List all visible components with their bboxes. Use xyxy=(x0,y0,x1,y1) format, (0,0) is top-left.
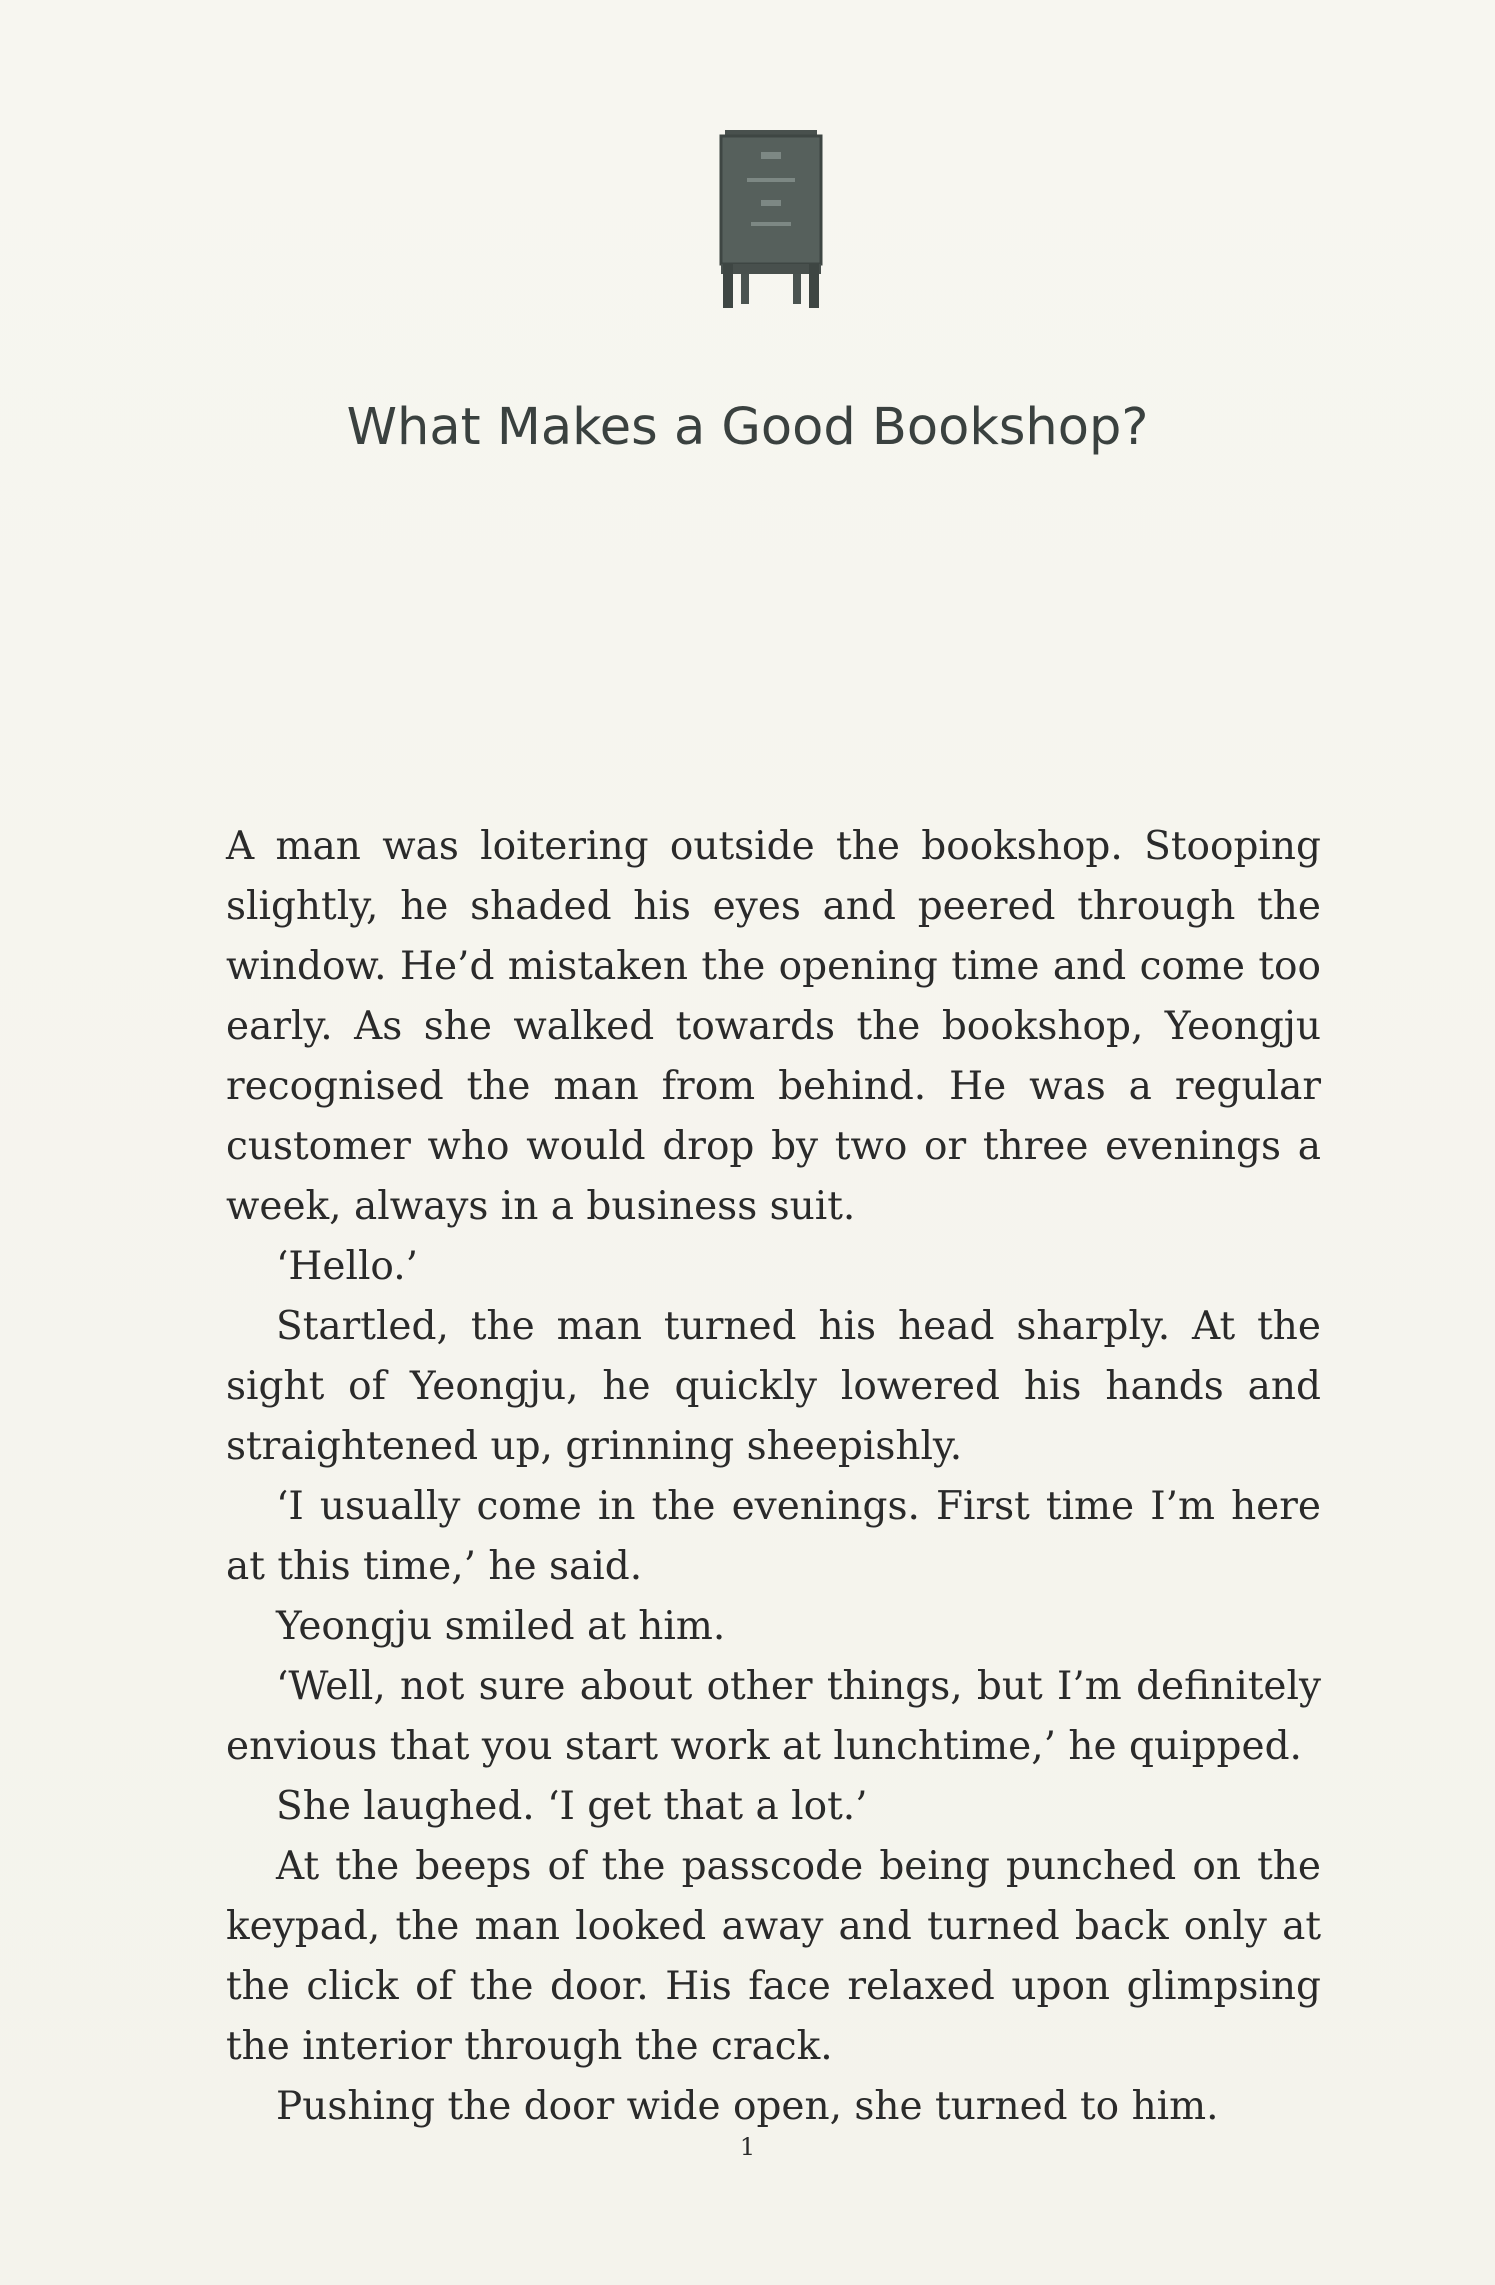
paragraph: She laughed. ‘I get that a lot.’ xyxy=(276,1784,868,1829)
paragraph: Startled, the man turned his head sharply. At the sight of Yeongju, he quickly lowered his hands and straightened up, grinning sheepishly. xyxy=(226,1304,1321,1469)
a-frame-sign-icon xyxy=(717,130,825,308)
paragraph: ‘Well, not sure about other things, but I’m definitely envious that you start work at lunchtime,’ he quipped. xyxy=(226,1664,1321,1769)
paragraph: ‘Hello.’ xyxy=(276,1244,419,1289)
chapter-body xyxy=(226,817,1321,2137)
paragraph: ‘I usually come in the evenings. First time I’m here at this time,’ he said. xyxy=(226,1484,1321,1589)
paragraph: Yeongju smiled at him. xyxy=(276,1604,726,1649)
page-number: 1 xyxy=(739,2133,756,2161)
paragraph: A man was loitering outside the bookshop. Stooping slightly, he shaded his eyes and peered through the window. He’d mistaken the opening time and come too early. As she walked towards the bookshop, Yeongju recognised the man from behind. He was a regular customer who would drop by two or three evenings a week, always in a business suit. xyxy=(226,824,1321,1229)
paragraph: Pushing the door wide open, she turned to him. xyxy=(276,2084,1219,2129)
chapter-title: What Makes a Good Bookshop? xyxy=(346,398,1149,457)
paragraph: At the beeps of the passcode being punched on the keypad, the man looked away and turned back only at the click of the door. His face relaxed upon glimpsing the interior through the crack. xyxy=(226,1844,1321,2069)
